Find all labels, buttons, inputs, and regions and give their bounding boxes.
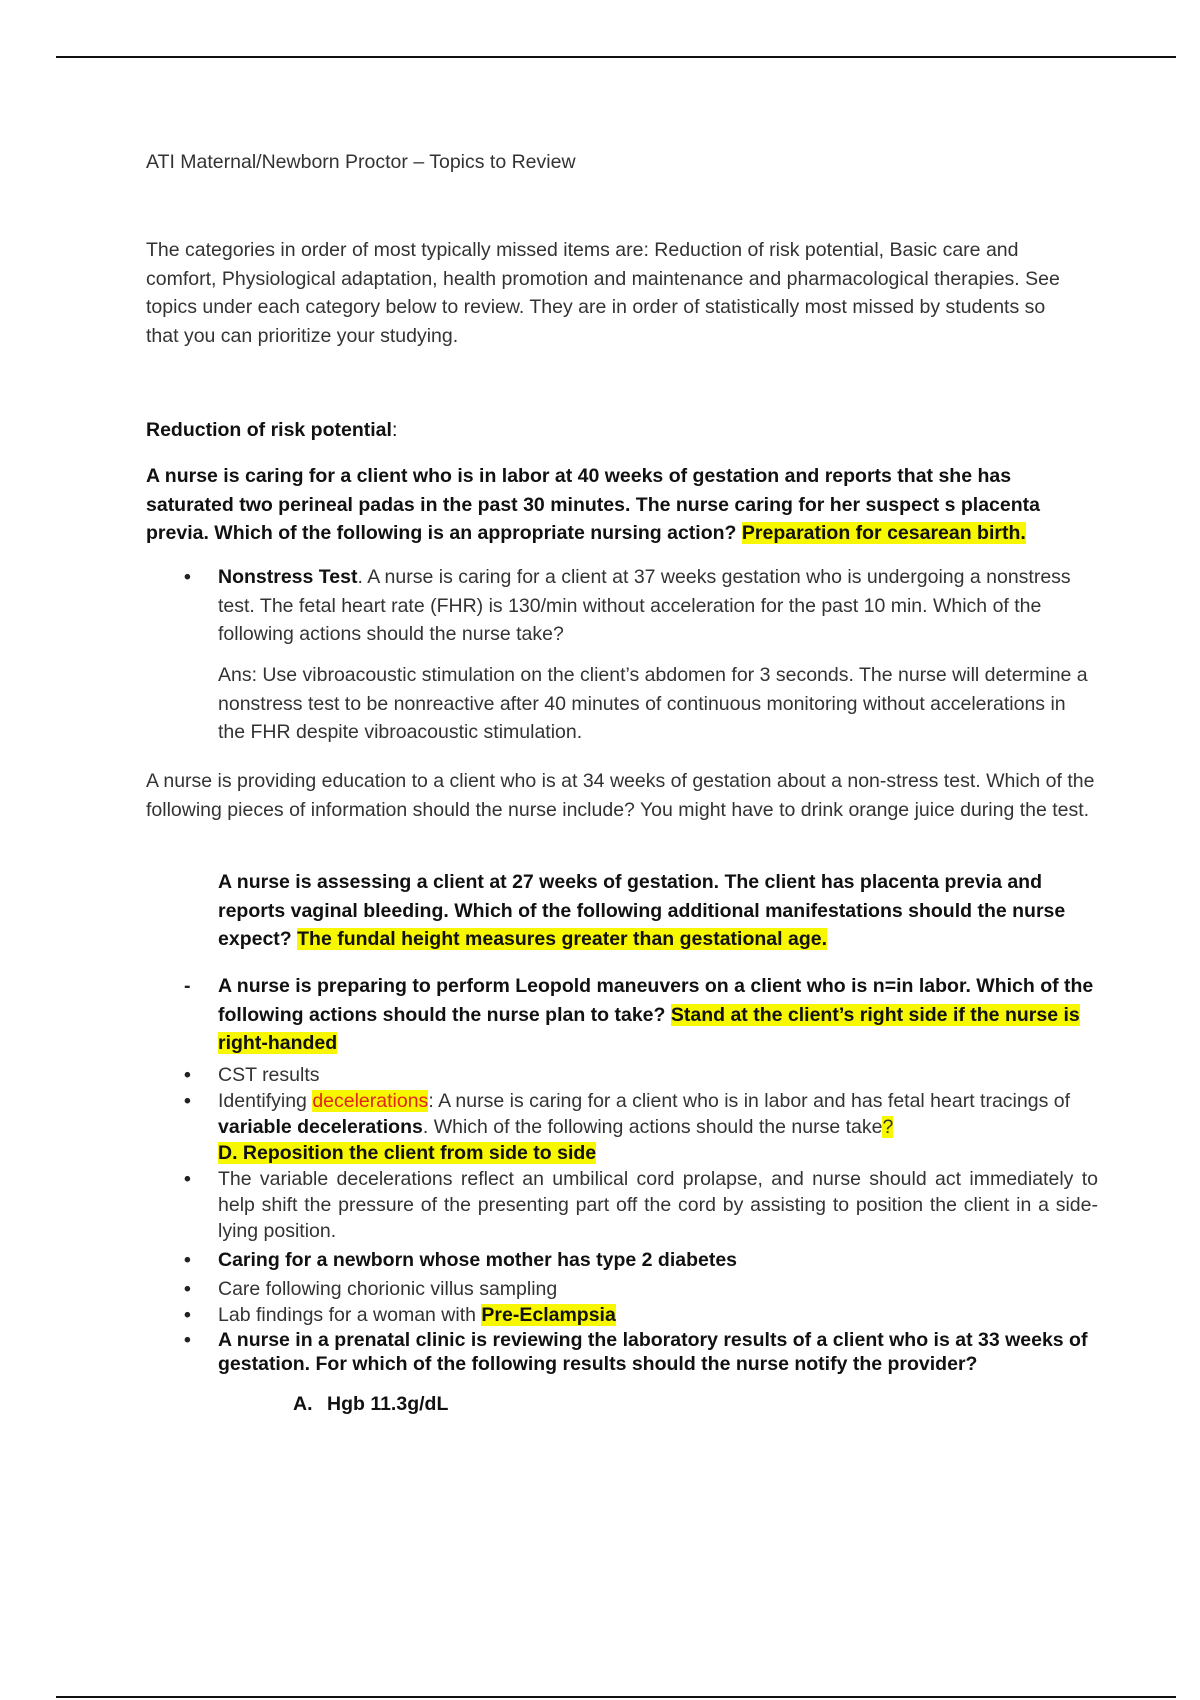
decel-bold: variable decelerations bbox=[218, 1116, 423, 1138]
bullet-marker: • bbox=[184, 566, 191, 588]
list-item-text: The variable decelerations reflect an umbilical cord prolapse, and nurse should act immediately to help shift the pressure of the presenting part off the cord by assisting to position the client in a side-lying position. bbox=[218, 1168, 1098, 1242]
list-item-newborn bbox=[184, 1247, 1098, 1273]
bullet-marker: • bbox=[184, 1304, 191, 1326]
nonstress-term: Nonstress Test bbox=[218, 566, 358, 588]
list-item-text: Care following chorionic villus sampling bbox=[218, 1278, 558, 1300]
bullet-marker: • bbox=[184, 1168, 191, 1190]
question-placenta-previa bbox=[146, 462, 1076, 548]
nonstress-answer: Ans: Use vibroacoustic stimulation on the client’s abdomen for 3 seconds. The nurse will determine a nonstress test to be nonreactive after 40 minutes of continuous monitoring without accelerations in the FHR despite vibroacoustic stimulation. bbox=[218, 664, 1088, 743]
question-leopold bbox=[184, 972, 1098, 1058]
list-item-decelerations bbox=[184, 1088, 1098, 1166]
highlighted-question-mark: ? bbox=[882, 1116, 894, 1138]
section-colon: : bbox=[391, 419, 398, 441]
dash-marker: - bbox=[184, 975, 191, 997]
list-item-text: CST results bbox=[218, 1064, 320, 1086]
question-placenta-bleeding bbox=[218, 868, 1098, 954]
highlighted-answer: The fundal height measures greater than gestational age. bbox=[297, 928, 827, 950]
question-text: A nurse is assessing a client at 27 weeks of gestation. The client has placenta previa and reports vaginal bleeding. Which of the following additional manifestations should the nurse expect? bbox=[218, 871, 1066, 950]
lab-prefix: Lab findings for a woman with bbox=[218, 1304, 482, 1326]
list-item-text: A nurse in a prenatal clinic is reviewing the laboratory results of a client who is at 33 weeks of gestation. For which of the following results should the nurse notify the provider? bbox=[218, 1329, 1088, 1375]
bullet-marker: • bbox=[184, 1090, 191, 1112]
topic-list bbox=[184, 1062, 1098, 1376]
highlighted-keyword: decelerations bbox=[312, 1090, 429, 1112]
section-title: Reduction of risk potential bbox=[146, 419, 392, 441]
bullet-marker: • bbox=[184, 1249, 191, 1271]
option-text: Hgb 11.3g/dL bbox=[327, 1393, 449, 1415]
list-item bbox=[184, 1062, 1098, 1088]
page-title: ATI Maternal/Newborn Proctor – Topics to Review bbox=[146, 151, 576, 173]
option-letter: A. bbox=[293, 1393, 313, 1415]
top-rule bbox=[56, 56, 1176, 58]
list-item-prenatal-clinic bbox=[184, 1328, 1098, 1376]
highlighted-answer: Preparation for cesarean birth. bbox=[741, 522, 1026, 544]
highlighted-answer: Stand at the client’s right side if the nurse is right-handed bbox=[218, 1003, 1080, 1054]
list-item-text: Caring for a newborn whose mother has type 2 diabetes bbox=[218, 1249, 738, 1271]
intro-paragraph: The categories in order of most typically missed items are: Reduction of risk potential, Basic care and comfort, Physiological adaptation, health promotion and maintenance and pharmacological therapies. See topics under each category below to review. They are in order of statistically most missed by students so that you can prioritize your studying. bbox=[146, 239, 1060, 347]
list-item-lab-findings bbox=[184, 1302, 1098, 1328]
decel-after: . Which of the following actions should the nurse take bbox=[422, 1116, 883, 1138]
paragraph-education: A nurse is providing education to a client who is at 34 weeks of gestation about a non-stress test. Which of the following pieces of information should the nurse include? You might have to drink orange juice during the test. bbox=[146, 770, 1095, 821]
list-item-cvs bbox=[184, 1276, 1098, 1302]
decel-prefix: Identifying bbox=[218, 1090, 313, 1112]
list-item-nonstress-test bbox=[184, 563, 1098, 649]
option-a bbox=[293, 1390, 448, 1419]
question-text: A nurse is caring for a client who is in labor at 40 weeks of gestation and reports that she has saturated two perineal padas in the past 30 minutes. The nurse caring for her suspect s placenta previa. Which of the following is an appropriate nursing action? bbox=[146, 465, 1041, 544]
bullet-marker: • bbox=[184, 1064, 191, 1086]
bullet-marker: • bbox=[184, 1278, 191, 1300]
highlighted-answer: D. Reposition the client from side to side bbox=[218, 1142, 597, 1164]
section-heading bbox=[146, 416, 397, 445]
bullet-marker: • bbox=[184, 1329, 191, 1351]
bottom-rule bbox=[56, 1696, 1176, 1698]
question-text: A nurse is preparing to perform Leopold maneuvers on a client who is n=in labor. Which of the following actions should the nurse plan to take? bbox=[218, 975, 1094, 1026]
list-item-variable-decelerations bbox=[184, 1166, 1098, 1244]
nonstress-text: . A nurse is caring for a client at 37 weeks gestation who is undergoing a nonstress test. The fetal heart rate (FHR) is 130/min without acceleration for the past 10 min. Which of the following actions should the nurse take? bbox=[218, 566, 1071, 645]
decel-middle: : A nurse is caring for a client who is in labor and has fetal heart tracings of bbox=[428, 1090, 1070, 1112]
highlighted-keyword: Pre-Eclampsia bbox=[481, 1304, 616, 1326]
